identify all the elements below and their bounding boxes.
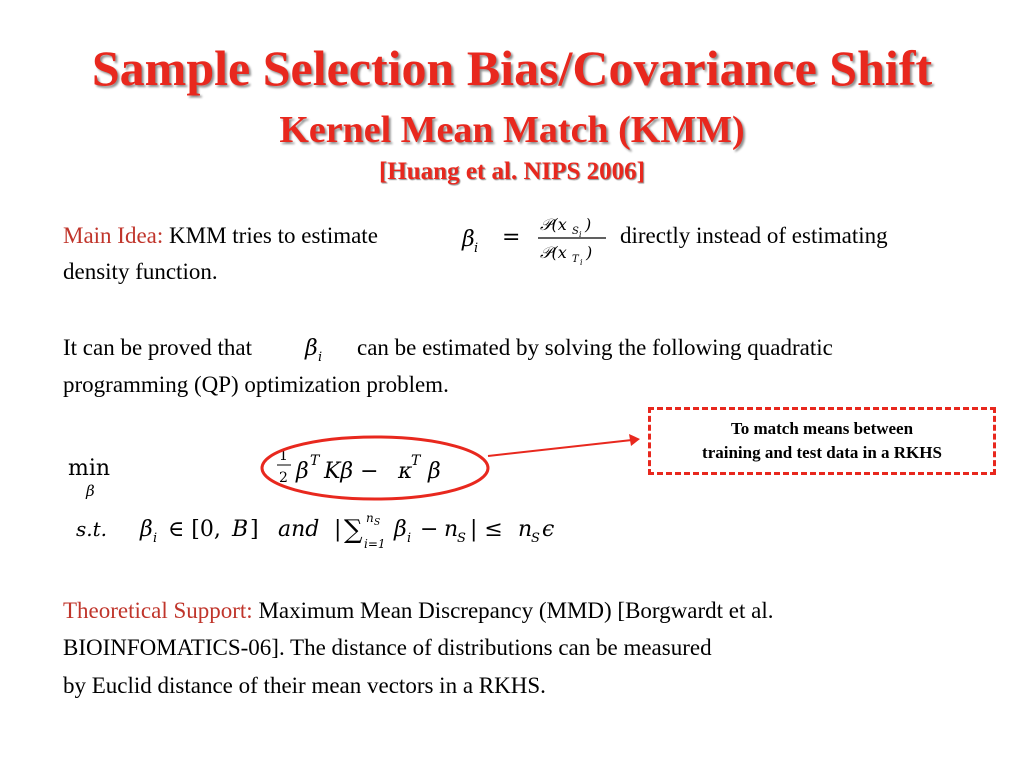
svg-text:): ) xyxy=(586,243,593,262)
svg-text:|: | xyxy=(334,517,342,542)
proof-text-before: It can be proved that xyxy=(63,335,253,360)
proof-line2: programming (QP) optimization problem. xyxy=(63,372,449,397)
svg-text:κ: κ xyxy=(398,459,413,484)
svg-text:β: β xyxy=(394,517,407,542)
svg-text:i: i xyxy=(407,531,412,546)
citation: [Huang et al. NIPS 2006] xyxy=(379,158,645,185)
svg-text:min: min xyxy=(68,456,111,481)
svg-text:i=1: i=1 xyxy=(364,537,386,551)
svg-text:and: and xyxy=(278,517,320,542)
callout-arrow xyxy=(488,434,640,456)
main-idea-text-after: directly instead of estimating xyxy=(620,223,888,248)
svg-text:ϵ: ϵ xyxy=(542,517,555,542)
svg-text:n: n xyxy=(444,517,459,542)
svg-text:T: T xyxy=(411,453,421,469)
svg-text:β: β xyxy=(296,459,309,484)
svg-text:2: 2 xyxy=(279,470,288,486)
svg-text:S: S xyxy=(572,226,579,237)
theory-line2: BIOINFOMATICS-06]. The distance of distributions can be measured xyxy=(63,635,712,660)
svg-text:S: S xyxy=(531,531,540,546)
svg-text:Kβ −: Kβ − xyxy=(324,459,379,484)
slide-title: Sample Selection Bias/Covariance Shift xyxy=(91,40,933,96)
svg-text:B: B xyxy=(232,517,249,542)
svg-text:𝒫(x: 𝒫(x xyxy=(540,215,567,234)
theory-line1 xyxy=(63,593,773,629)
svg-text:i: i xyxy=(318,350,323,365)
svg-text:s.t.: s.t. xyxy=(76,517,108,541)
svg-text:| ≤: | ≤ xyxy=(470,517,503,542)
kmm-callout-box xyxy=(648,407,996,475)
main-idea-line2: density function. xyxy=(63,259,218,284)
svg-text:β: β xyxy=(462,227,475,252)
theory-label: Theoretical Support: xyxy=(63,598,253,623)
theory-line3: by Euclid distance of their mean vectors in a RKHS. xyxy=(63,673,546,698)
svg-text:β: β xyxy=(86,482,95,500)
svg-text:∈ [0,: ∈ [0, xyxy=(168,517,221,542)
main-idea-label: Main Idea: xyxy=(63,223,164,248)
svg-text:∑: ∑ xyxy=(344,515,363,545)
svg-text:β: β xyxy=(305,336,318,361)
svg-text:−: − xyxy=(420,517,439,542)
theory-text1: Maximum Mean Discrepancy (MMD) [Borgwardt et al. xyxy=(258,598,774,623)
svg-text:]: ] xyxy=(250,517,259,542)
svg-text:): ) xyxy=(585,215,592,234)
svg-text:n: n xyxy=(518,517,533,542)
svg-text:n: n xyxy=(366,511,374,525)
svg-text:T: T xyxy=(572,254,579,265)
svg-text:=: = xyxy=(502,225,521,250)
slide-subtitle: Kernel Mean Match (KMM) xyxy=(279,109,745,151)
min-operator xyxy=(68,456,110,500)
svg-text:S: S xyxy=(374,518,381,528)
svg-text:β: β xyxy=(140,517,153,542)
constraint-formula xyxy=(76,511,554,551)
svg-text:T: T xyxy=(310,453,320,469)
svg-text:β: β xyxy=(428,459,441,484)
callout-line1: To match means between xyxy=(730,419,914,438)
proof-text-after: can be estimated by solving the following quadratic xyxy=(357,335,833,360)
svg-text:S: S xyxy=(457,531,466,546)
objective-formula xyxy=(277,448,441,486)
beta-i-symbol xyxy=(304,336,322,365)
svg-text:1: 1 xyxy=(279,448,288,464)
svg-text:i: i xyxy=(153,531,158,546)
callout-line2: training and test data in a RKHS xyxy=(702,443,942,462)
svg-text:𝒫(x: 𝒫(x xyxy=(540,243,567,262)
svg-text:i: i xyxy=(474,241,479,256)
svg-text:i: i xyxy=(579,230,582,239)
beta-ratio-formula xyxy=(461,215,606,267)
svg-text:i: i xyxy=(580,258,583,267)
main-idea-text-before: KMM tries to estimate xyxy=(169,223,378,248)
